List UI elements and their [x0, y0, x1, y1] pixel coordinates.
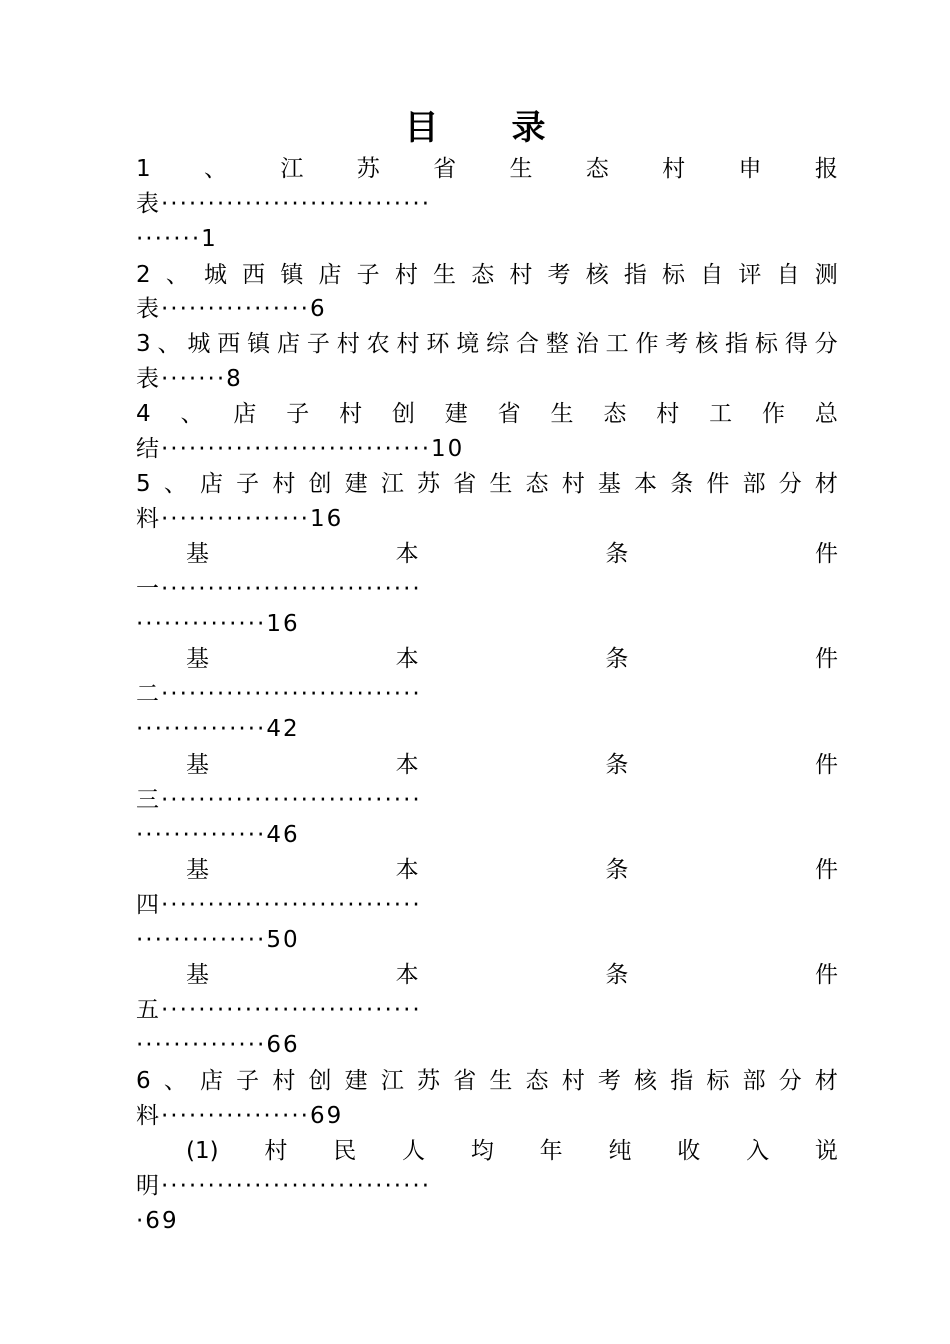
toc-entry-5-tail: 料················16 [136, 506, 344, 532]
toc-heading-char: 核 [695, 331, 719, 357]
toc-heading-char: 店 [199, 471, 223, 497]
toc-heading-char: 态 [471, 262, 495, 288]
toc-heading-char: 态 [525, 471, 549, 497]
toc-heading-char: 西 [242, 262, 266, 288]
toc-heading-char: 件 [814, 962, 838, 988]
toc-heading-char: 店 [233, 401, 257, 427]
toc-heading-char: 件 [814, 752, 838, 778]
toc-heading-char: 自 [700, 262, 724, 288]
toc-heading-char: 村 [656, 401, 680, 427]
toc-heading-char: 境 [456, 331, 480, 357]
toc-sub-4-tail: 四···························· [136, 892, 422, 918]
toc-heading-char: 标 [755, 331, 779, 357]
toc-heading-char: 江 [380, 1068, 404, 1094]
toc-sub-3-head [186, 748, 838, 782]
toc-heading-char: 5 [136, 471, 151, 497]
toc-heading-char: 条 [605, 541, 629, 567]
toc-heading-char: 环 [426, 331, 450, 357]
toc-heading-char: 生 [489, 471, 513, 497]
toc-heading-char: 分 [778, 471, 802, 497]
toc-heading-char: 说 [814, 1138, 838, 1164]
toc-heading-char: 作 [761, 401, 785, 427]
toc-heading-char: 省 [453, 1068, 477, 1094]
toc-heading-char: 省 [433, 156, 457, 182]
toc-heading-char: 件 [814, 541, 838, 567]
toc-heading-char: 6 [136, 1068, 151, 1094]
toc-heading-char: 子 [356, 262, 380, 288]
toc-heading-char: 1 [136, 156, 151, 182]
toc-heading-char: 苏 [356, 156, 380, 182]
toc-item-1-cont: ·69 [136, 1208, 179, 1234]
toc-heading-char: 条 [670, 471, 694, 497]
toc-heading-char: 自 [776, 262, 800, 288]
toc-sub-2-tail: 二···························· [136, 681, 422, 707]
toc-heading-char: 、 [163, 1068, 187, 1094]
toc-sub-3-tail: 三···························· [136, 787, 422, 813]
toc-heading-char: 件 [814, 646, 838, 672]
toc-heading-char: 西 [217, 331, 241, 357]
toc-heading-char: 生 [489, 1068, 513, 1094]
toc-heading-char: 治 [575, 331, 599, 357]
toc-heading-char: 子 [286, 401, 310, 427]
toc-heading-char: 指 [725, 331, 749, 357]
toc-heading-char: 人 [402, 1138, 426, 1164]
toc-heading-char: 村 [509, 262, 533, 288]
toc-heading-char: 苏 [417, 471, 441, 497]
toc-heading-char: 年 [539, 1138, 563, 1164]
toc-heading-char: 部 [742, 471, 766, 497]
toc-sub-1-cont: ··············16 [136, 611, 300, 637]
toc-sub-2-head [186, 642, 838, 676]
toc-entry-2-head [136, 258, 838, 292]
toc-entry-3-head [136, 327, 838, 361]
toc-heading-char: 均 [470, 1138, 494, 1164]
toc-heading-char: 综 [486, 331, 510, 357]
toc-heading-char: 4 [136, 401, 151, 427]
toc-entry-1-cont: ·······1 [136, 226, 218, 252]
toc-heading-char: 态 [603, 401, 627, 427]
toc-heading-char: 工 [709, 401, 733, 427]
toc-heading-char: 建 [344, 1068, 368, 1094]
toc-heading-char: 本 [395, 646, 419, 672]
toc-sub-1-head [186, 537, 838, 571]
toc-heading-char: 核 [585, 262, 609, 288]
toc-heading-char: 本 [395, 962, 419, 988]
toc-item-1-head [186, 1134, 838, 1168]
toc-heading-char: 本 [395, 857, 419, 883]
page-title: 目 录 [404, 108, 577, 148]
toc-heading-char: 作 [635, 331, 659, 357]
toc-heading-char: 合 [516, 331, 540, 357]
toc-heading-char: 村 [561, 471, 585, 497]
toc-heading-char: 收 [677, 1138, 701, 1164]
toc-entry-3-tail: 表·······8 [136, 366, 243, 392]
toc-heading-char: 分 [778, 1068, 802, 1094]
toc-heading-char: 态 [525, 1068, 549, 1094]
toc-heading-char: 农 [366, 331, 390, 357]
toc-heading-char: 考 [547, 262, 571, 288]
toc-heading-char: 创 [308, 471, 332, 497]
toc-heading-char: 材 [814, 1068, 838, 1094]
toc-heading-char: 评 [738, 262, 762, 288]
toc-heading-char: 省 [497, 401, 521, 427]
toc-heading-char: 建 [344, 471, 368, 497]
toc-heading-char: 子 [236, 1068, 260, 1094]
toc-entry-2-tail: 表················6 [136, 296, 327, 322]
toc-entry-6-tail: 料················69 [136, 1103, 344, 1129]
toc-heading-char: 子 [306, 331, 330, 357]
toc-sub-3-cont: ··············46 [136, 822, 300, 848]
toc-heading-char: 态 [585, 156, 609, 182]
toc-heading-char: 总 [814, 401, 838, 427]
toc-heading-char: 基 [597, 471, 621, 497]
toc-heading-char: 指 [670, 1068, 694, 1094]
toc-heading-char: 店 [318, 262, 342, 288]
toc-heading-char: 村 [264, 1138, 288, 1164]
toc-heading-char: 整 [545, 331, 569, 357]
toc-heading-char: 基 [186, 541, 209, 567]
toc-entry-6-head [136, 1064, 838, 1098]
toc-heading-char: 基 [186, 646, 209, 672]
toc-heading-char: 报 [814, 156, 838, 182]
toc-heading-char: 生 [433, 262, 457, 288]
toc-sub-5-head [186, 958, 838, 992]
toc-heading-char: 村 [561, 1068, 585, 1094]
toc-entry-4-tail: 结·····························10 [136, 436, 465, 462]
toc-heading-char: 得 [784, 331, 808, 357]
toc-sub-1-tail: 一···························· [136, 576, 422, 602]
toc-heading-char: 子 [236, 471, 260, 497]
toc-heading-char: 省 [453, 471, 477, 497]
toc-heading-char: 、 [165, 262, 189, 288]
toc-sub-5-cont: ··············66 [136, 1032, 300, 1058]
toc-heading-char: 江 [280, 156, 304, 182]
toc-heading-char: 分 [814, 331, 838, 357]
toc-heading-char: 村 [272, 1068, 296, 1094]
toc-item-1-tail: 明····························· [136, 1173, 432, 1199]
toc-heading-char: 3 [136, 331, 151, 357]
toc-heading-char: 本 [634, 471, 658, 497]
toc-heading-char: 创 [308, 1068, 332, 1094]
toc-heading-char: 2 [136, 262, 151, 288]
toc-heading-char: 村 [336, 331, 360, 357]
toc-heading-char: 基 [186, 752, 209, 778]
toc-entry-1-head [136, 152, 838, 186]
toc-heading-char: 建 [444, 401, 468, 427]
toc-heading-char: 村 [396, 331, 420, 357]
toc-heading-char: 村 [662, 156, 686, 182]
toc-heading-char: 考 [665, 331, 689, 357]
toc-heading-char: 生 [509, 156, 533, 182]
toc-heading-char: 本 [395, 541, 419, 567]
toc-heading-char: 城 [187, 331, 211, 357]
toc-heading-char: 基 [186, 857, 209, 883]
toc-heading-char: 村 [394, 262, 418, 288]
toc-heading-char: 、 [180, 401, 204, 427]
toc-heading-char: 村 [339, 401, 363, 427]
toc-heading-char: 创 [391, 401, 415, 427]
toc-heading-char: 苏 [417, 1068, 441, 1094]
toc-heading-char: 部 [742, 1068, 766, 1094]
toc-heading-char: 生 [550, 401, 574, 427]
toc-entry-4-head [136, 397, 838, 431]
toc-heading-char: (1) [186, 1138, 219, 1164]
toc-heading-char: 条 [605, 646, 629, 672]
toc-sub-4-head [186, 853, 838, 887]
toc-heading-char: 江 [380, 471, 404, 497]
toc-heading-char: 件 [814, 857, 838, 883]
toc-heading-char: 、 [163, 471, 187, 497]
toc-heading-char: 镇 [247, 331, 271, 357]
toc-heading-char: 核 [634, 1068, 658, 1094]
toc-heading-char: 民 [333, 1138, 357, 1164]
toc-heading-char: 镇 [280, 262, 304, 288]
toc-heading-char: 、 [157, 331, 181, 357]
toc-heading-char: 本 [395, 752, 419, 778]
toc-heading-char: 标 [706, 1068, 730, 1094]
toc-heading-char: 纯 [608, 1138, 632, 1164]
toc-heading-char: 城 [203, 262, 227, 288]
toc-heading-char: 店 [277, 331, 301, 357]
toc-heading-char: 测 [814, 262, 838, 288]
toc-sub-4-cont: ··············50 [136, 927, 300, 953]
toc-heading-char: 件 [706, 471, 730, 497]
toc-heading-char: 、 [204, 156, 227, 182]
toc-heading-char: 材 [814, 471, 838, 497]
toc-heading-char: 条 [605, 857, 629, 883]
toc-heading-char: 条 [605, 752, 629, 778]
toc-heading-char: 店 [199, 1068, 223, 1094]
toc-heading-char: 指 [623, 262, 647, 288]
toc-heading-char: 入 [746, 1138, 770, 1164]
toc-sub-5-tail: 五···························· [136, 997, 422, 1023]
toc-heading-char: 村 [272, 471, 296, 497]
toc-sub-2-cont: ··············42 [136, 716, 300, 742]
toc-heading-char: 标 [662, 262, 686, 288]
toc-entry-5-head [136, 467, 838, 501]
toc-heading-char: 工 [605, 331, 629, 357]
toc-heading-char: 申 [738, 156, 762, 182]
toc-entry-1-tail: 表····························· [136, 191, 432, 217]
toc-heading-char: 基 [186, 962, 209, 988]
toc-heading-char: 考 [597, 1068, 621, 1094]
toc-heading-char: 条 [605, 962, 629, 988]
